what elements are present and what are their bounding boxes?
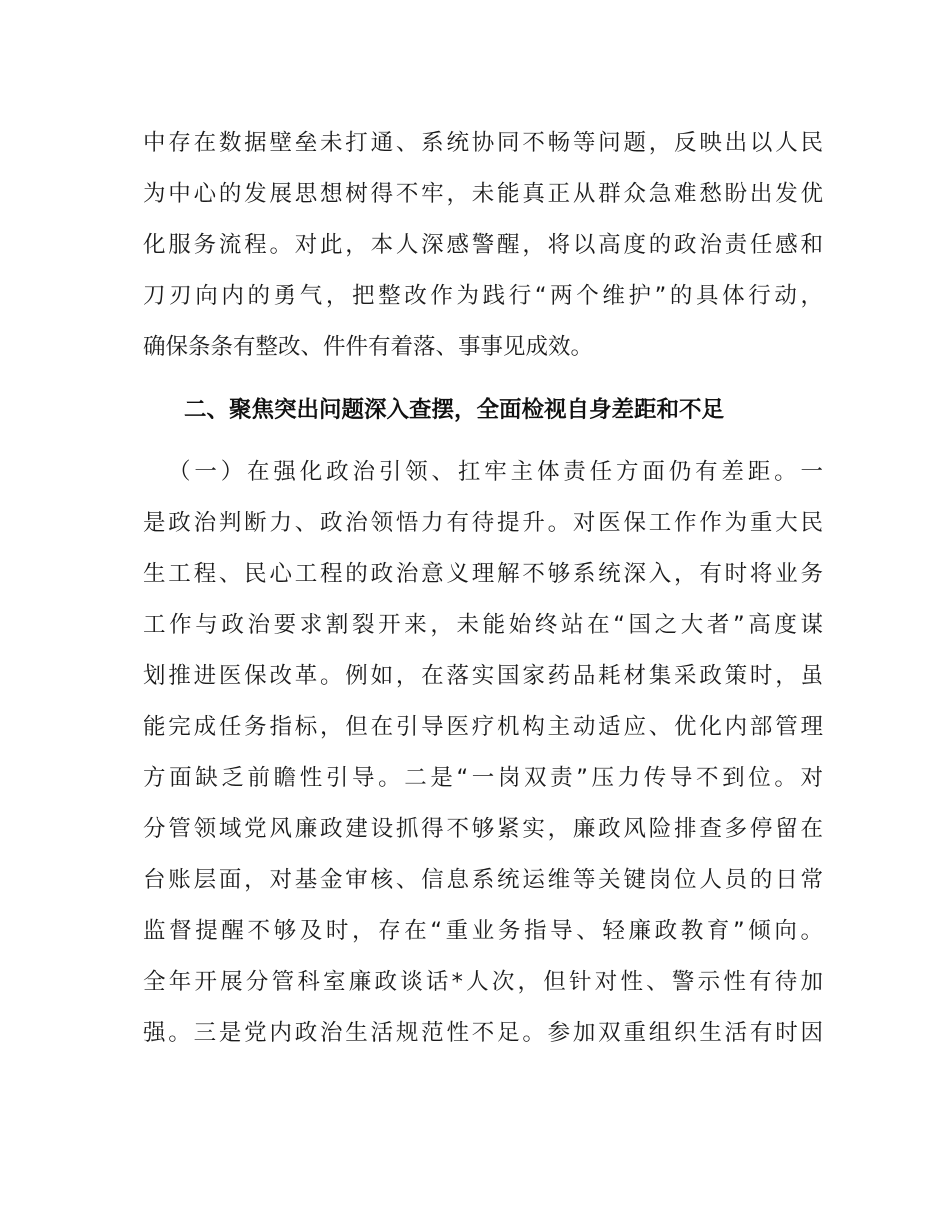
body-text-line: 全年开展分管科室廉政谈话*人次，但针对性、警示性有待加 xyxy=(143,969,823,995)
body-text-line: 划推进医保改革。例如，在落实国家药品耗材集采政策时，虽 xyxy=(143,663,823,689)
body-text-line: 工作与政治要求割裂开来，未能始终站在“国之大者”高度谋 xyxy=(143,612,823,638)
body-text-line: （一）在强化政治引领、扛牢主体责任方面仍有差距。一 xyxy=(168,459,823,485)
body-text-line: 确保条条有整改、件件有着落、事事见成效。 xyxy=(143,334,594,360)
body-text-line: 为中心的发展思想树得不牢，未能真正从群众急难愁盼出发优 xyxy=(143,181,823,207)
section-heading: 二、聚焦突出问题深入查摆，全面检视自身差距和不足 xyxy=(184,397,725,423)
body-text-line: 化服务流程。对此，本人深感警醒，将以高度的政治责任感和 xyxy=(143,232,823,258)
body-text-line: 分管领域党风廉政建设抓得不够紧实，廉政风险排查多停留在 xyxy=(143,816,823,842)
body-text-line: 监督提醒不够及时，存在“重业务指导、轻廉政教育”倾向。 xyxy=(143,918,823,944)
body-text-line: 方面缺乏前瞻性引导。二是“一岗双责”压力传导不到位。对 xyxy=(143,765,823,791)
body-text-line: 中存在数据壁垒未打通、系统协同不畅等问题，反映出以人民 xyxy=(143,130,823,156)
body-text-line: 生工程、民心工程的政治意义理解不够系统深入，有时将业务 xyxy=(143,561,823,587)
body-text-line: 台账层面，对基金审核、信息系统运维等关键岗位人员的日常 xyxy=(143,867,823,893)
body-text-line: 刀刃向内的勇气，把整改作为践行“两个维护”的具体行动， xyxy=(143,283,823,309)
body-text-line: 是政治判断力、政治领悟力有待提升。对医保工作作为重大民 xyxy=(143,510,823,536)
body-text-line: 强。三是党内政治生活规范性不足。参加双重组织生活有时因 xyxy=(143,1020,823,1046)
body-text-line: 能完成任务指标，但在引导医疗机构主动适应、优化内部管理 xyxy=(143,714,823,740)
